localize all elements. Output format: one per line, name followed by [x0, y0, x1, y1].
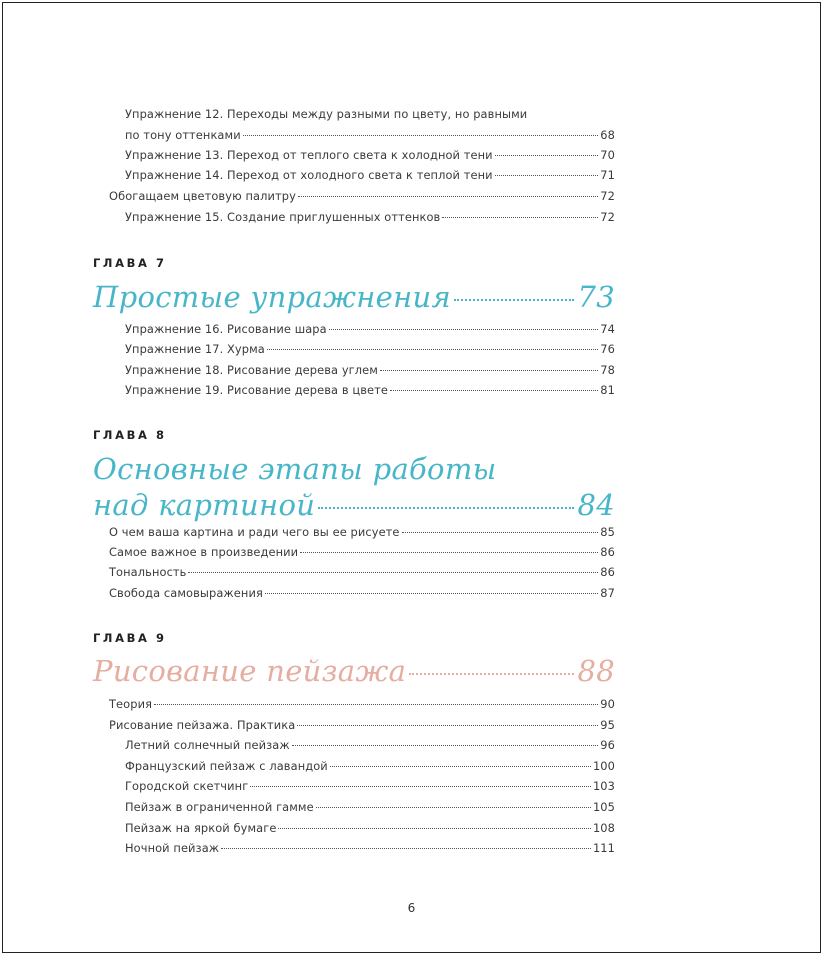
dot-leader: [243, 135, 599, 136]
toc-entry-title: Упражнение 13. Переход от теплого света к холодной тени: [125, 148, 493, 162]
chapter-label: ГЛАВА 7: [93, 256, 167, 270]
dot-leader: [495, 155, 599, 156]
toc-entry-title: О чем ваша картина и ради чего вы ее рисуете: [109, 525, 400, 539]
toc-entry-title: Упражнение 15. Создание приглушенных оттенков: [125, 210, 441, 224]
toc-entry-page: 103: [592, 779, 615, 793]
toc-entry-title: Обогащаем цветовую палитру: [109, 189, 296, 203]
book-page: [2, 2, 821, 953]
toc-entry[interactable]: [125, 756, 615, 777]
toc-entry-title: Французский пейзаж с лавандой: [125, 759, 328, 773]
toc-entry-page: 90: [600, 697, 615, 711]
toc-entry[interactable]: [125, 339, 615, 360]
dot-leader: [495, 175, 599, 176]
toc-entry[interactable]: [125, 145, 615, 166]
toc-entry[interactable]: [109, 542, 615, 563]
chapter-label: ГЛАВА 8: [93, 428, 167, 442]
dot-leader: [292, 745, 599, 746]
dot-leader: [454, 299, 574, 301]
dot-leader: [250, 786, 591, 787]
dot-leader: [330, 766, 591, 767]
toc-entry-title: Ночной пейзаж: [125, 841, 220, 855]
toc-entry-page: 72: [600, 189, 615, 203]
table-of-contents: [3, 3, 820, 952]
dot-leader: [300, 552, 598, 553]
chapter-page: 88: [577, 654, 615, 688]
toc-entry[interactable]: [125, 818, 615, 839]
toc-entry-page: 86: [600, 545, 615, 559]
page-number: 6: [407, 901, 416, 915]
toc-entry-title: Упражнение 18. Рисование дерева углем: [125, 363, 378, 377]
dot-leader: [329, 329, 599, 330]
toc-entry-title: по тону оттенками: [125, 127, 241, 142]
toc-entry[interactable]: [109, 522, 615, 543]
dot-leader: [297, 725, 598, 726]
dot-leader: [267, 349, 598, 350]
toc-entry-page: 86: [600, 565, 615, 579]
toc-entry-page: 76: [600, 342, 615, 356]
toc-entry-title: Упражнение 12. Переходы между разными по цвету, но равными: [125, 107, 528, 121]
dot-leader: [318, 507, 574, 509]
toc-entry[interactable]: [125, 104, 615, 145]
toc-entry-page: 74: [600, 322, 615, 336]
toc-entry[interactable]: [109, 694, 615, 715]
chapter-title-text: Простые упражнения: [93, 280, 452, 314]
toc-entry-title: Теория: [109, 697, 153, 711]
toc-entry[interactable]: [125, 776, 615, 797]
toc-entry-page: 105: [592, 800, 615, 814]
chapter-title-text: над картиной: [93, 488, 316, 522]
toc-entry-title: Самое важное в произведении: [109, 545, 299, 559]
toc-entry[interactable]: [125, 360, 615, 381]
dot-leader: [442, 217, 598, 218]
toc-entry-page: 71: [600, 168, 615, 182]
dot-leader: [316, 807, 591, 808]
chapter-title-text: Рисование пейзажа: [93, 654, 407, 688]
toc-entry[interactable]: [125, 319, 615, 340]
toc-entry[interactable]: [125, 735, 615, 756]
dot-leader: [154, 704, 598, 705]
chapter-title[interactable]: [93, 653, 615, 689]
toc-entry-page: 68: [600, 127, 615, 142]
chapter-title-text: Основные этапы работы: [93, 452, 497, 486]
toc-entry-title: Городской скетчинг: [125, 779, 249, 793]
toc-entry[interactable]: [125, 380, 615, 401]
toc-entry-page: 95: [600, 718, 615, 732]
toc-entry[interactable]: [109, 715, 615, 736]
toc-entry-title: Рисование пейзажа. Практика: [109, 718, 296, 732]
toc-entry[interactable]: [109, 562, 615, 583]
toc-entry-title: Упражнение 17. Хурма: [125, 342, 265, 356]
chapter-page: 84: [577, 488, 615, 522]
toc-entry-title: Упражнение 14. Переход от холодного света к теплой тени: [125, 168, 493, 182]
dot-leader: [380, 370, 598, 371]
toc-entry-page: 96: [600, 738, 615, 752]
toc-entry-page: 70: [600, 148, 615, 162]
dot-leader: [221, 848, 591, 849]
chapter-title[interactable]: [93, 279, 615, 315]
toc-entry-title: Тональность: [109, 565, 187, 579]
toc-entry-title: Пейзаж на яркой бумаге: [125, 821, 277, 835]
chapter-page: 73: [577, 280, 615, 314]
toc-entry[interactable]: [109, 186, 615, 207]
dot-leader: [298, 196, 598, 197]
dot-leader: [265, 593, 598, 594]
toc-entry-title: Упражнение 16. Рисование шара: [125, 322, 327, 336]
toc-entry-page: 108: [592, 821, 615, 835]
toc-entry-title: Свобода самовыражения: [109, 586, 263, 600]
toc-entry-page: 85: [600, 525, 615, 539]
dot-leader: [278, 828, 591, 829]
toc-entry[interactable]: [109, 583, 615, 604]
toc-entry[interactable]: [125, 797, 615, 818]
dot-leader: [390, 390, 598, 391]
toc-entry-title: Упражнение 19. Рисование дерева в цвете: [125, 383, 388, 397]
chapter-title[interactable]: [93, 451, 615, 523]
toc-entry[interactable]: [125, 838, 615, 859]
toc-entry-page: 87: [600, 586, 615, 600]
dot-leader: [409, 673, 574, 675]
toc-entry[interactable]: [125, 165, 615, 186]
toc-entry-page: 78: [600, 363, 615, 377]
toc-entry[interactable]: [125, 207, 615, 228]
chapter-label: ГЛАВА 9: [93, 631, 167, 645]
dot-leader: [188, 572, 598, 573]
toc-entry-title: Летний солнечный пейзаж: [125, 738, 290, 752]
toc-entry-page: 111: [592, 841, 615, 855]
toc-entry-page: 100: [592, 759, 615, 773]
toc-entry-title: Пейзаж в ограниченной гамме: [125, 800, 314, 814]
dot-leader: [402, 532, 599, 533]
toc-entry-page: 81: [600, 383, 615, 397]
toc-entry-page: 72: [600, 210, 615, 224]
